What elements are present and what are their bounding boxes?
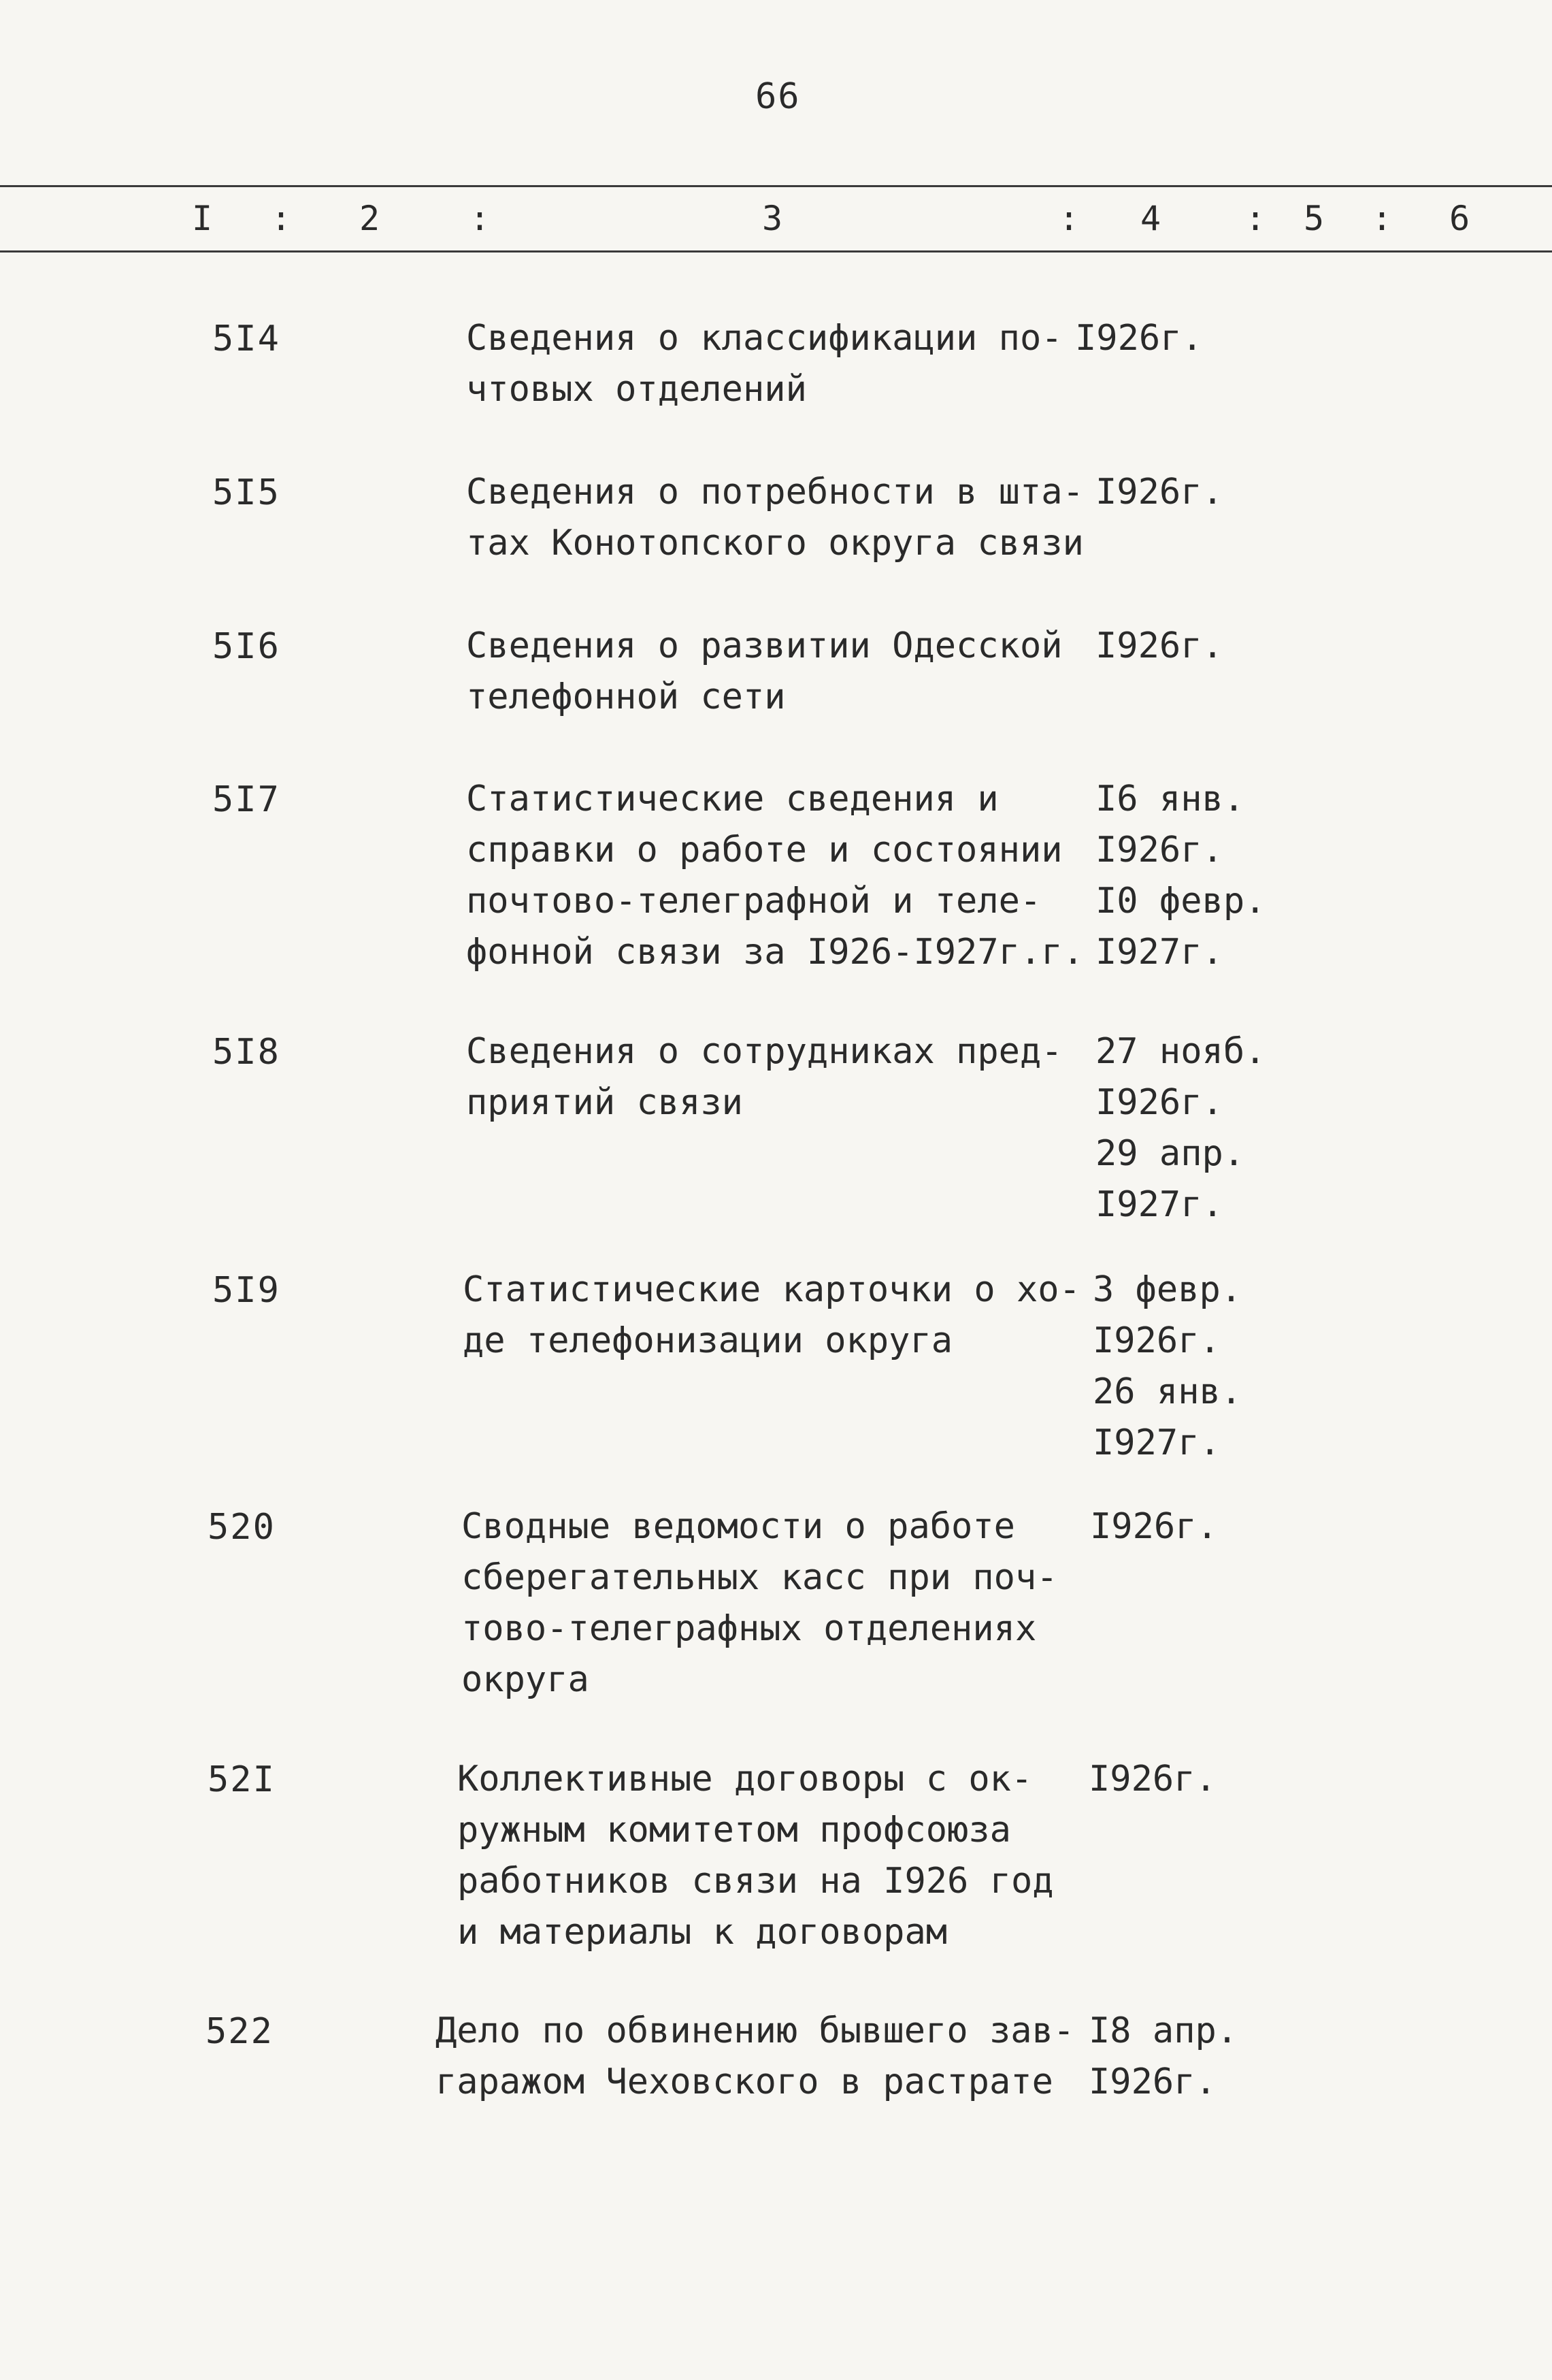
entry-number: 52I (208, 1759, 276, 1800)
column-header-1: I (192, 199, 213, 238)
page-number: 66 (755, 76, 801, 117)
entry-number: 520 (208, 1507, 276, 1548)
entry-date: I926г. (1095, 472, 1223, 512)
entry-number: 522 (205, 2011, 274, 2052)
entry-number: 5I8 (212, 1032, 280, 1073)
entry-description: Дело по обвинению бывшего зав- гаражом Чеховского в растрате (435, 2010, 1075, 2102)
entry-date: I926г. (1090, 1506, 1218, 1547)
entry-number: 5I6 (212, 626, 280, 667)
column-header-6: 6 (1449, 199, 1470, 238)
entry-date: 27 нояб. I926г. 29 апр. I927г. (1095, 1031, 1266, 1225)
entry-date: 3 февр. I926г. 26 янв. I927г. (1093, 1269, 1242, 1463)
column-header-4: 4 (1140, 199, 1161, 238)
column-header-2: 2 (359, 199, 380, 238)
column-separator: : (271, 199, 292, 238)
column-header-5: 5 (1304, 199, 1325, 238)
column-header-3: 3 (762, 199, 783, 238)
column-separator: : (1059, 199, 1080, 238)
header-rule-bottom (0, 250, 1552, 252)
entry-description: Сведения о потребности в шта- тах Конотопского округа связи (466, 472, 1084, 564)
entry-description: Сведения о сотрудниках пред- приятий связи (466, 1031, 1063, 1123)
entry-description: Статистические сведения и справки о работе и состоянии почтово-телеграфной и теле- фонной связи за I926-I927г.г. (466, 779, 1084, 973)
entry-number: 5I9 (212, 1270, 280, 1311)
column-separator: : (1245, 199, 1266, 238)
entry-number: 5I5 (212, 472, 280, 513)
entry-date: I926г. (1075, 318, 1203, 359)
entry-description: Коллективные договоры с ок- ружным комитетом профсоюза работников связи на I926 год и материалы к договорам (457, 1759, 1054, 1953)
column-separator: : (1372, 199, 1393, 238)
entry-date: I926г. (1095, 625, 1223, 666)
entry-date: I926г. (1089, 1759, 1217, 1799)
column-separator: : (469, 199, 491, 238)
entry-date: I6 янв. I926г. I0 февр. I927г. (1095, 779, 1266, 973)
header-rule-top (0, 185, 1552, 187)
entry-description: Статистические карточки о хо- де телефонизации округа (463, 1269, 1080, 1361)
entry-description: Сведения о развитии Одесской телефонной сети (466, 625, 1063, 717)
entry-date: I8 апр. I926г. (1089, 2010, 1238, 2102)
entry-number: 5I7 (212, 779, 280, 820)
entry-number: 5I4 (212, 319, 280, 359)
entry-description: Сведения о классификации по- чтовых отделений (466, 318, 1063, 410)
entry-description: Сводные ведомости о работе сберегательных касс при поч- тово-телеграфных отделениях округа (461, 1506, 1058, 1700)
